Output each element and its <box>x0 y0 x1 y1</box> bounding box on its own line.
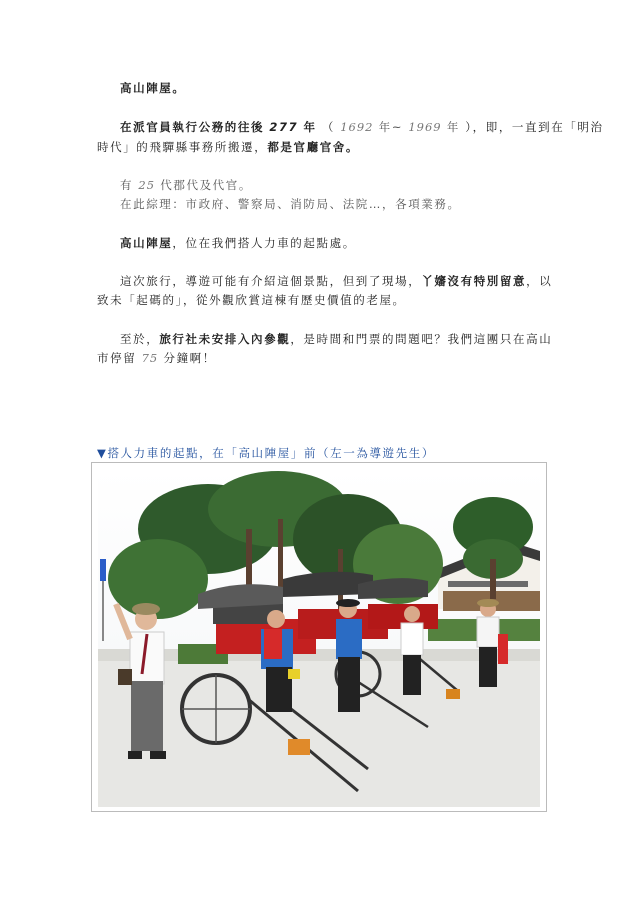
paragraph-history-line-2: 時代」的飛驒縣事務所搬遷，都是官廳官舍。 <box>97 140 360 154</box>
paragraph-officials-line-1: 有 25 代郡代及代官。 <box>120 178 252 192</box>
years-count: 277 <box>269 120 299 134</box>
paragraph-officials-line-2: 在此綜理：市政府、警察局、消防局、法院…，各項業務。 <box>120 197 461 211</box>
paragraph-trip-line-1: 這次旅行，導遊可能有介紹這個景點，但到了現場，丫嬸沒有特別留意，以 <box>120 274 553 288</box>
end-year: 1969 <box>408 120 442 134</box>
government-office-emphasis: 都是官廳官舍。 <box>267 140 360 154</box>
paragraph-history-line-1: 在派官員執行公務的往後 277 年 （ 1692 年~ 1969 年 ），即，一直到在「明治 <box>120 120 604 134</box>
rickshaw-photo-illustration <box>98 469 540 807</box>
no-visit-emphasis: 旅行社未安排入內參觀 <box>159 332 291 346</box>
paragraph-location: 高山陣屋，位在我們搭人力車的起點處。 <box>120 236 356 250</box>
not-noticed-emphasis: 丫嬸沒有特別留意 <box>421 274 527 288</box>
location-emphasis: 高山陣屋 <box>120 236 173 250</box>
paragraph-tour-line-2: 市停留 75 分鐘啊！ <box>97 351 216 365</box>
heading-takayama-jinya: 高山陣屋。 <box>120 81 186 95</box>
rickshaw-photo <box>91 462 547 812</box>
paragraph-tour-line-1: 至於，旅行社未安排入內參觀，是時間和門票的問題吧？我們這團只在高山 <box>120 332 553 346</box>
paragraph-trip-line-2: 致未「起碼的」，從外觀欣賞這棟有歷史價值的老屋。 <box>97 293 406 307</box>
photo-caption: ▼搭人力車的起點，在「高山陣屋」前（左一為導遊先生） <box>97 446 435 460</box>
minutes-count: 75 <box>141 351 159 365</box>
history-emphasis: 在派官員執行公務的往後 <box>120 120 265 134</box>
start-year: 1692 <box>340 120 374 134</box>
generations-count: 25 <box>138 178 156 192</box>
